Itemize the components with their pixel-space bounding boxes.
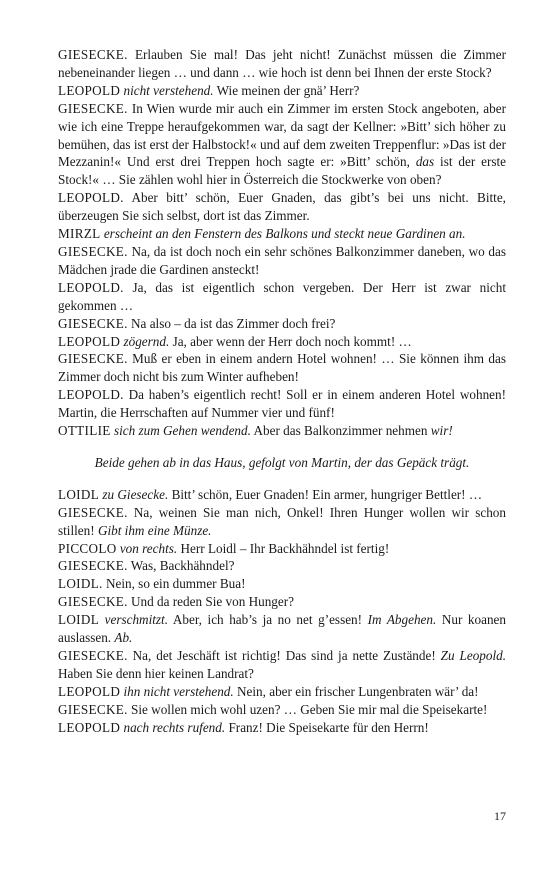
dialogue-text: Ja, aber wenn der Herr doch noch kommt! … <box>172 333 412 349</box>
stage-direction-inline: sich zum Gehen wendend. <box>113 423 251 439</box>
stage-direction-inline: Zu Leopold. <box>440 648 507 663</box>
speaker-name: GIESECKE. <box>58 100 128 116</box>
stage-direction-inline: nach rechts rufend. <box>123 719 226 735</box>
dialogue-text: ist der erste Stock!« … Sie zählen wohl hier in Österreich die Stockwerke von oben? <box>58 154 506 188</box>
speaker-name: GIESECKE. <box>58 701 128 717</box>
dialogue-text: Aber bitt’ schön, Euer Gnaden, das gibt’s bei uns nicht. Bitte, überzeugen Sie sich selbst, dort ist das Zimmer. <box>58 190 506 224</box>
speaker-name: LEOPOLD. <box>58 279 124 295</box>
dialogue-text: Na, weinen Sie man nich, Onkel! Ihren Hunger wollen wir schon stillen! <box>58 504 506 538</box>
speaker-name: LEOPOLD <box>58 82 121 98</box>
dialogue-line <box>58 486 506 504</box>
dialogue-text: Was, Backhähndel? <box>130 558 235 574</box>
stage-direction-inline: nicht verstehend. <box>123 82 214 98</box>
stage-direction-inline: von rechts. <box>119 540 178 556</box>
dialogue-text: Muß er eben in einem andern Hotel wohnen! … Sie können ihm das Zimmer doch nicht bis zum Winter aufheben! <box>58 351 506 385</box>
stage-direction-inline: wir! <box>430 423 453 439</box>
dialogue-line <box>58 701 506 719</box>
speaker-name: OTTILIE <box>58 423 111 439</box>
speaker-name: LEOPOLD <box>58 719 121 735</box>
dialogue-text: Aber, ich hab’s ja no net g’essen! <box>172 612 363 628</box>
dialogue-line <box>58 225 506 243</box>
stage-direction: Beide gehen ab in das Haus, gefolgt von Martin, der das Gepäck trägt. <box>94 454 470 470</box>
speaker-name: LEOPOLD <box>58 333 121 349</box>
emphasis: das <box>415 154 435 170</box>
speaker-name: MIRZL <box>58 226 101 242</box>
speaker-name: GIESECKE. <box>58 351 128 367</box>
stage-direction-inline: zögernd. <box>123 333 170 349</box>
dialogue-line <box>58 611 506 647</box>
stage-direction-inline: Ab. <box>114 630 133 646</box>
dialogue-text: Bitt’ schön, Euer Gnaden! Ein armer, hungriger Bettler! … <box>171 486 483 502</box>
dialogue-line <box>58 279 506 315</box>
speaker-name: LEOPOLD. <box>58 387 124 403</box>
speaker-name: LOIDL <box>58 486 100 502</box>
dialogue-text: Wie meinen der gnä’ Herr? <box>216 82 360 98</box>
dialogue-text: Da haben’s eigentlich recht! Soll er in einem anderen Hotel wohnen! Martin, die Herrschaften auf Nummer vier und fünf! <box>58 387 507 421</box>
dialogue-line <box>58 575 506 593</box>
speaker-name: LOIDL <box>58 612 100 628</box>
dialogue-line <box>58 82 506 100</box>
dialogue-text: Na also – da ist das Zimmer doch frei? <box>131 315 336 331</box>
dialogue-text: Na, det Jeschäft ist richtig! Das sind ja nette Zustände! <box>132 648 436 663</box>
dialogue-line <box>58 350 506 386</box>
dialogue-text: Franz! Die Speisekarte für den Herrn! <box>228 719 429 735</box>
dialogue-text: Erlauben Sie mal! Das jeht nicht! Zunächst müssen die Zimmer nebeneinander liegen … und dann … wie hoch ist denn bei Ihnen der erste Stock? <box>58 47 507 80</box>
dialogue-block-2 <box>58 486 506 737</box>
dialogue-line <box>58 422 506 440</box>
speaker-name: GIESECKE. <box>58 315 128 331</box>
stage-direction-inline: zu Giesecke. <box>102 486 169 502</box>
dialogue-text: Na, da ist doch noch ein sehr schönes Balkonzimmer daneben, wo das Mädchen jrade die Gardinen ansteckt! <box>58 243 507 277</box>
dialogue-text: Sie wollen mich wohl uzen? … Geben Sie mir mal die Speisekarte! <box>131 701 488 717</box>
speaker-name: LEOPOLD. <box>58 190 124 206</box>
dialogue-text: Und da reden Sie von Hunger? <box>131 594 294 610</box>
dialogue-line <box>58 504 506 540</box>
dialogue-text: Herr Loidl – Ihr Backhähndel ist fertig! <box>180 540 390 556</box>
dialogue-line <box>58 46 506 82</box>
dialogue-line <box>58 719 506 737</box>
dialogue-text: Nein, so ein dummer Bua! <box>105 576 246 592</box>
dialogue-text: Nein, aber ein frischer Lungenbraten wär’ da! <box>237 683 479 699</box>
dialogue-line <box>58 189 506 225</box>
page-number: 17 <box>494 809 506 823</box>
speaker-name: GIESECKE. <box>58 47 128 62</box>
stage-direction-inline: verschmitzt. <box>104 612 168 628</box>
dialogue-text: Haben Sie denn hier keinen Landrat? <box>58 665 254 681</box>
stage-direction-inline: Gibt ihm eine Münze. <box>97 522 212 538</box>
speaker-name: LOIDL. <box>58 576 103 592</box>
dialogue-line <box>58 333 506 351</box>
speaker-name: GIESECKE. <box>58 558 128 574</box>
dialogue-line <box>58 386 506 422</box>
dialogue-text: Aber das Balkonzimmer nehmen <box>253 423 428 439</box>
dialogue-line <box>58 315 506 333</box>
speaker-name: GIESECKE. <box>58 594 128 610</box>
dialogue-line <box>58 540 506 558</box>
dialogue-line <box>58 557 506 575</box>
speaker-name: LEOPOLD <box>58 683 121 699</box>
speaker-name: GIESECKE. <box>58 504 128 520</box>
stage-direction-inline: erscheint an den Fenstern des Balkons und steckt neue Gardinen an. <box>103 226 466 242</box>
dialogue-line <box>58 683 506 701</box>
dialogue-line <box>58 100 506 190</box>
dialogue-line <box>58 243 506 279</box>
stage-direction-inline: Im Abgehen. <box>367 612 437 628</box>
script-page <box>58 46 506 737</box>
dialogue-block-1 <box>58 46 506 440</box>
dialogue-text: Nur koanen auslassen. <box>58 612 506 646</box>
speaker-name: GIESECKE. <box>58 648 128 663</box>
speaker-name: PICCOLO <box>58 540 117 556</box>
stage-direction-inline: ihn nicht verstehend. <box>123 683 234 699</box>
dialogue-line <box>58 593 506 611</box>
dialogue-text: In Wien wurde mir auch ein Zimmer im ersten Stock angeboten, aber wie ich eine Treppe heraufgekommen war, da sagt der Kellner: »Bitt’ sich höher zu bemühen, das ist erst der Halbstock!« und auf dem zweiten Treppenflur: »Das ist der Mezzanin!« Und erst drei Treppen hoch sagte er: »Bitt’ schön, <box>58 100 506 170</box>
dialogue-text: Ja, das ist eigentlich schon vergeben. Der Herr ist zwar nicht gekommen … <box>58 279 506 313</box>
dialogue-line <box>58 647 506 683</box>
speaker-name: GIESECKE. <box>58 243 128 259</box>
